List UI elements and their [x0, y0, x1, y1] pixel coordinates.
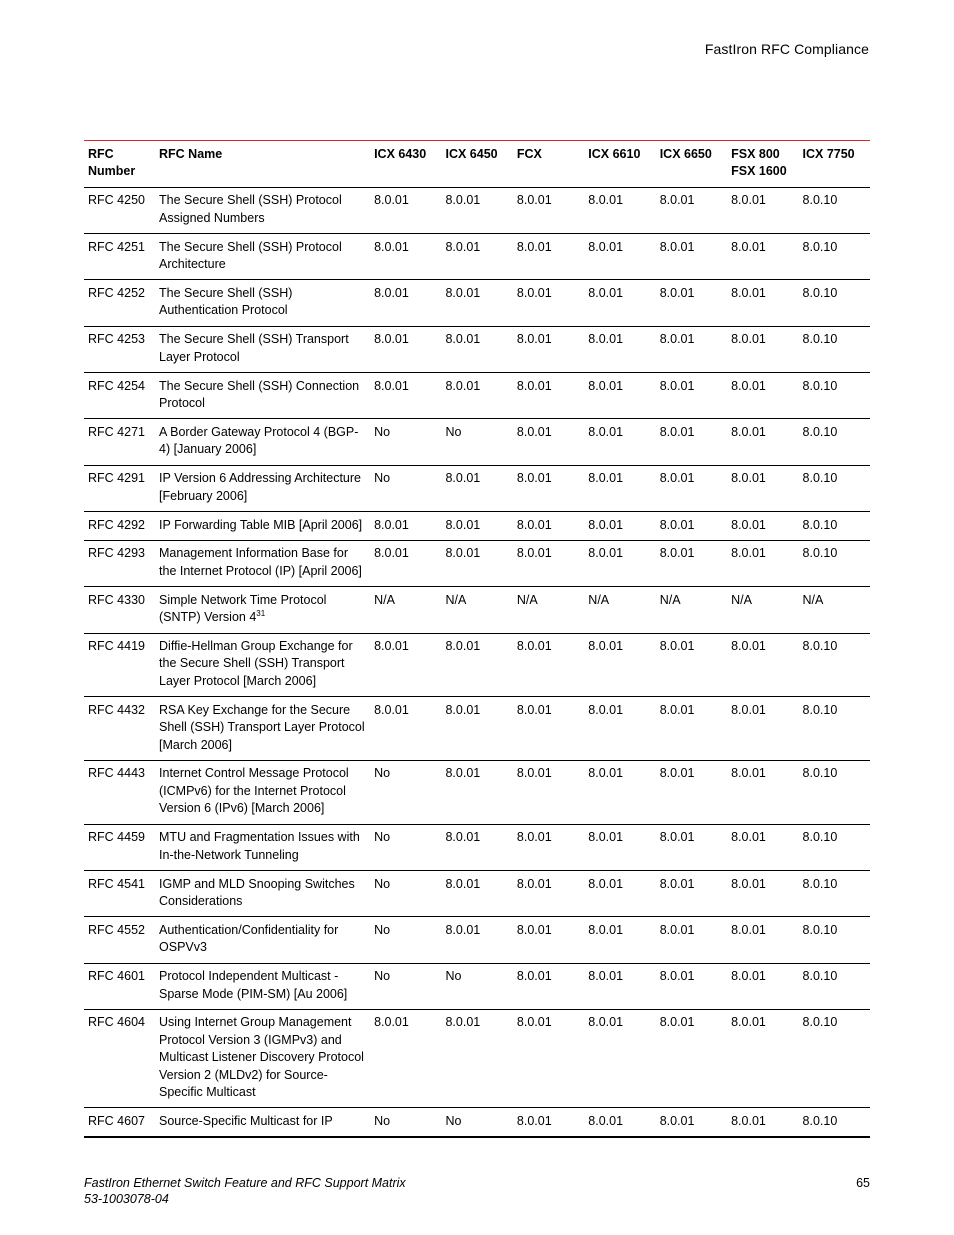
support-value-cell: 8.0.01	[656, 187, 727, 233]
support-value-cell: 8.0.01	[370, 540, 441, 586]
support-value-cell: 8.0.10	[799, 540, 870, 586]
rfc-number-cell: RFC 4459	[84, 824, 155, 870]
support-value-cell: 8.0.01	[656, 540, 727, 586]
rfc-number-cell: RFC 4253	[84, 326, 155, 372]
rfc-compliance-table	[84, 140, 870, 1138]
support-value-cell: 8.0.01	[370, 280, 441, 326]
rfc-name-cell	[155, 917, 370, 963]
support-value-cell: 8.0.01	[441, 465, 512, 511]
support-value-cell: 8.0.10	[799, 326, 870, 372]
rfc-number-cell: RFC 4607	[84, 1108, 155, 1137]
support-value-cell: No	[370, 917, 441, 963]
col-header-icx6430: ICX 6430	[370, 141, 441, 188]
support-value-cell: 8.0.01	[513, 326, 584, 372]
support-value-cell: No	[370, 465, 441, 511]
support-value-cell: No	[441, 1108, 512, 1137]
support-value-cell: 8.0.01	[656, 419, 727, 465]
support-value-cell: 8.0.01	[441, 280, 512, 326]
table-row	[84, 234, 870, 280]
support-value-cell: 8.0.10	[799, 465, 870, 511]
support-value-cell: N/A	[584, 587, 655, 633]
rfc-name-cell	[155, 187, 370, 233]
support-value-cell: 8.0.10	[799, 1108, 870, 1137]
support-value-cell: 8.0.01	[727, 465, 798, 511]
col-header-fsx: FSX 800 FSX 1600	[727, 141, 798, 188]
support-value-cell: 8.0.01	[513, 187, 584, 233]
support-value-cell: 8.0.01	[584, 963, 655, 1009]
table-row	[84, 760, 870, 824]
support-value-cell: 8.0.10	[799, 824, 870, 870]
support-value-cell: No	[370, 760, 441, 824]
support-value-cell: 8.0.01	[727, 917, 798, 963]
rfc-name-cell	[155, 1108, 370, 1137]
table-row	[84, 697, 870, 761]
support-value-cell: 8.0.01	[441, 373, 512, 419]
rfc-number-cell: RFC 4250	[84, 187, 155, 233]
table-body	[84, 187, 870, 1137]
support-value-cell: 8.0.01	[727, 871, 798, 917]
support-value-cell: 8.0.01	[513, 1108, 584, 1137]
support-value-cell: 8.0.10	[799, 633, 870, 697]
support-value-cell: 8.0.01	[584, 633, 655, 697]
rfc-number-cell: RFC 4292	[84, 512, 155, 541]
rfc-name-text: Protocol Independent Multicast - Sparse Mode (PIM-SM) [Au 2006]	[159, 969, 348, 1001]
support-value-cell: 8.0.10	[799, 1009, 870, 1108]
table-row	[84, 1108, 870, 1137]
table-row	[84, 280, 870, 326]
rfc-name-cell	[155, 512, 370, 541]
rfc-name-text: Management Information Base for the Internet Protocol (IP) [April 2006]	[159, 546, 362, 578]
support-value-cell: 8.0.01	[584, 697, 655, 761]
support-value-cell: 8.0.10	[799, 760, 870, 824]
support-value-cell: 8.0.01	[441, 326, 512, 372]
support-value-cell: 8.0.01	[441, 760, 512, 824]
support-value-cell: 8.0.01	[727, 326, 798, 372]
support-value-cell: 8.0.01	[656, 760, 727, 824]
rfc-number-cell: RFC 4552	[84, 917, 155, 963]
support-value-cell: 8.0.01	[513, 540, 584, 586]
table-row	[84, 963, 870, 1009]
table-row	[84, 326, 870, 372]
support-value-cell: 8.0.01	[370, 1009, 441, 1108]
rfc-number-cell: RFC 4252	[84, 280, 155, 326]
rfc-name-text: Simple Network Time Protocol (SNTP) Version 4	[159, 592, 327, 625]
support-value-cell: 8.0.01	[727, 760, 798, 824]
rfc-name-text: Authentication/Confidentiality for OSPVv3	[159, 922, 339, 955]
support-value-cell: 8.0.01	[513, 373, 584, 419]
rfc-name-cell	[155, 587, 370, 633]
support-value-cell: 8.0.01	[584, 1009, 655, 1108]
support-value-cell: 8.0.01	[441, 917, 512, 963]
table-row	[84, 633, 870, 697]
rfc-name-cell	[155, 419, 370, 465]
support-value-cell: 8.0.01	[584, 512, 655, 541]
support-value-cell: 8.0.01	[441, 1009, 512, 1108]
support-value-cell: 8.0.01	[727, 512, 798, 541]
rfc-name-cell	[155, 697, 370, 761]
support-value-cell: 8.0.01	[584, 824, 655, 870]
rfc-name-text: The Secure Shell (SSH) Protocol Assigned Numbers	[159, 193, 342, 225]
table-row	[84, 419, 870, 465]
table-row	[84, 917, 870, 963]
support-value-cell: 8.0.01	[370, 512, 441, 541]
page-number: 65	[856, 1176, 870, 1190]
rfc-name-text: Using Internet Group Management Protocol Version 3 (IGMPv3) and Multicast Listener Discovery Protocol Version 2 (MLDv2) for Source-Specific Multicast	[159, 1015, 364, 1100]
rfc-name-text: IGMP and MLD Snooping Switches Considerations	[159, 876, 355, 908]
support-value-cell: 8.0.01	[441, 697, 512, 761]
footer-doc-title: FastIron Ethernet Switch Feature and RFC Support Matrix	[84, 1176, 406, 1190]
support-value-cell: 8.0.01	[656, 373, 727, 419]
support-value-cell: 8.0.01	[370, 326, 441, 372]
support-value-cell: N/A	[441, 587, 512, 633]
support-value-cell: No	[370, 963, 441, 1009]
rfc-name-text: The Secure Shell (SSH) Authentication Protocol	[159, 285, 293, 318]
col-header-rfc-name: RFC Name	[155, 141, 370, 188]
table-row	[84, 824, 870, 870]
support-value-cell: 8.0.10	[799, 373, 870, 419]
support-value-cell: 8.0.01	[370, 187, 441, 233]
footnote-marker: 31	[256, 609, 266, 619]
col-header-icx6650: ICX 6650	[656, 141, 727, 188]
rfc-number-cell: RFC 4293	[84, 540, 155, 586]
support-value-cell: 8.0.01	[727, 697, 798, 761]
table-row	[84, 512, 870, 541]
support-value-cell: N/A	[799, 587, 870, 633]
support-value-cell: 8.0.01	[656, 824, 727, 870]
rfc-number-cell: RFC 4601	[84, 963, 155, 1009]
support-value-cell: 8.0.01	[584, 465, 655, 511]
support-value-cell: No	[370, 824, 441, 870]
support-value-cell: 8.0.01	[513, 280, 584, 326]
rfc-name-cell	[155, 760, 370, 824]
support-value-cell: 8.0.01	[441, 824, 512, 870]
support-value-cell: 8.0.01	[513, 512, 584, 541]
support-value-cell: 8.0.10	[799, 187, 870, 233]
col-header-icx6610: ICX 6610	[584, 141, 655, 188]
support-value-cell: 8.0.01	[727, 963, 798, 1009]
col-header-fcx: FCX	[513, 141, 584, 188]
support-value-cell: 8.0.01	[513, 465, 584, 511]
support-value-cell: N/A	[727, 587, 798, 633]
rfc-name-text: IP Version 6 Addressing Architecture [February 2006]	[159, 471, 361, 503]
support-value-cell: 8.0.01	[441, 512, 512, 541]
rfc-name-cell	[155, 871, 370, 917]
support-value-cell: 8.0.01	[513, 760, 584, 824]
support-value-cell: 8.0.01	[584, 1108, 655, 1137]
support-value-cell: 8.0.01	[727, 633, 798, 697]
rfc-number-cell: RFC 4443	[84, 760, 155, 824]
support-value-cell: 8.0.01	[727, 1108, 798, 1137]
section-title: FastIron RFC Compliance	[704, 41, 869, 57]
support-value-cell: 8.0.01	[656, 697, 727, 761]
support-value-cell: 8.0.10	[799, 512, 870, 541]
rfc-number-cell: RFC 4254	[84, 373, 155, 419]
support-value-cell: 8.0.01	[441, 871, 512, 917]
support-value-cell: 8.0.01	[441, 633, 512, 697]
support-value-cell: 8.0.01	[513, 419, 584, 465]
support-value-cell: 8.0.01	[584, 540, 655, 586]
support-value-cell: 8.0.01	[584, 280, 655, 326]
rfc-number-cell: RFC 4291	[84, 465, 155, 511]
support-value-cell: 8.0.01	[584, 419, 655, 465]
support-value-cell: 8.0.01	[513, 234, 584, 280]
rfc-number-cell: RFC 4432	[84, 697, 155, 761]
support-value-cell: 8.0.01	[656, 963, 727, 1009]
rfc-name-text: Source-Specific Multicast for IP	[159, 1113, 333, 1128]
support-value-cell: 8.0.01	[656, 280, 727, 326]
rfc-name-text: The Secure Shell (SSH) Protocol Architecture	[159, 239, 342, 272]
support-value-cell: 8.0.01	[727, 540, 798, 586]
support-value-cell: 8.0.01	[370, 633, 441, 697]
support-value-cell: 8.0.01	[656, 234, 727, 280]
support-value-cell: No	[441, 963, 512, 1009]
support-value-cell: No	[441, 419, 512, 465]
rfc-name-cell	[155, 326, 370, 372]
support-value-cell: 8.0.01	[370, 697, 441, 761]
col-header-rfc-number: RFC Number	[84, 141, 155, 188]
support-value-cell: 8.0.10	[799, 871, 870, 917]
rfc-number-cell: RFC 4251	[84, 234, 155, 280]
rfc-name-cell	[155, 824, 370, 870]
support-value-cell: 8.0.01	[513, 917, 584, 963]
support-value-cell: 8.0.01	[513, 1009, 584, 1108]
rfc-name-cell	[155, 1009, 370, 1108]
footer-doc-number: 53-1003078-04	[84, 1192, 169, 1206]
support-value-cell: 8.0.10	[799, 419, 870, 465]
rfc-number-cell: RFC 4271	[84, 419, 155, 465]
support-value-cell: 8.0.01	[727, 373, 798, 419]
support-value-cell: 8.0.01	[370, 234, 441, 280]
support-value-cell: 8.0.01	[513, 824, 584, 870]
support-value-cell: 8.0.01	[727, 824, 798, 870]
support-value-cell: 8.0.01	[656, 871, 727, 917]
support-value-cell: 8.0.10	[799, 963, 870, 1009]
support-value-cell: 8.0.10	[799, 697, 870, 761]
support-value-cell: 8.0.01	[727, 187, 798, 233]
col-header-icx7750: ICX 7750	[799, 141, 870, 188]
rfc-name-text: Internet Control Message Protocol (ICMPv6) for the Internet Protocol Version 6 (IPv6) [March 2006]	[159, 766, 349, 816]
table-row	[84, 540, 870, 586]
support-value-cell: 8.0.01	[727, 1009, 798, 1108]
support-value-cell: 8.0.01	[584, 760, 655, 824]
support-value-cell: 8.0.01	[656, 465, 727, 511]
support-value-cell: 8.0.10	[799, 917, 870, 963]
table-row	[84, 465, 870, 511]
support-value-cell: 8.0.01	[441, 540, 512, 586]
support-value-cell: 8.0.01	[656, 1009, 727, 1108]
table-header-row	[84, 141, 870, 188]
support-value-cell: 8.0.01	[370, 373, 441, 419]
support-value-cell: 8.0.01	[513, 697, 584, 761]
rfc-number-cell: RFC 4541	[84, 871, 155, 917]
support-value-cell: 8.0.01	[513, 633, 584, 697]
table-row	[84, 187, 870, 233]
table-row	[84, 871, 870, 917]
rfc-name-cell	[155, 373, 370, 419]
support-value-cell: No	[370, 871, 441, 917]
support-value-cell: 8.0.10	[799, 280, 870, 326]
rfc-name-cell	[155, 963, 370, 1009]
support-value-cell: 8.0.01	[584, 326, 655, 372]
support-value-cell: 8.0.01	[441, 187, 512, 233]
support-value-cell: 8.0.01	[441, 234, 512, 280]
rfc-name-text: IP Forwarding Table MIB [April 2006]	[159, 517, 363, 532]
support-value-cell: 8.0.01	[727, 234, 798, 280]
support-value-cell: 8.0.01	[727, 419, 798, 465]
rfc-name-cell	[155, 234, 370, 280]
support-value-cell: 8.0.01	[656, 512, 727, 541]
support-value-cell: 8.0.01	[656, 1108, 727, 1137]
rfc-name-text: MTU and Fragmentation Issues with In-the-Network Tunneling	[159, 830, 360, 862]
rfc-number-cell: RFC 4419	[84, 633, 155, 697]
rfc-name-cell	[155, 633, 370, 697]
support-value-cell: N/A	[656, 587, 727, 633]
rfc-number-cell: RFC 4330	[84, 587, 155, 633]
support-value-cell: N/A	[513, 587, 584, 633]
table-row	[84, 1009, 870, 1108]
rfc-name-cell	[155, 465, 370, 511]
rfc-name-text: Diffie-Hellman Group Exchange for the Secure Shell (SSH) Transport Layer Protocol [March 2006]	[159, 639, 353, 688]
support-value-cell: 8.0.10	[799, 234, 870, 280]
footer-doc-info	[84, 1175, 406, 1207]
support-value-cell: 8.0.01	[584, 373, 655, 419]
rfc-name-text: The Secure Shell (SSH) Transport Layer Protocol	[159, 332, 349, 364]
support-value-cell: 8.0.01	[513, 871, 584, 917]
support-value-cell: 8.0.01	[656, 633, 727, 697]
rfc-name-text: A Border Gateway Protocol 4 (BGP-4) [January 2006]	[159, 424, 359, 457]
rfc-name-text: The Secure Shell (SSH) Connection Protocol	[159, 378, 360, 410]
support-value-cell: 8.0.01	[584, 917, 655, 963]
support-value-cell: N/A	[370, 587, 441, 633]
support-value-cell: 8.0.01	[584, 871, 655, 917]
support-value-cell: 8.0.01	[584, 234, 655, 280]
table-row	[84, 373, 870, 419]
support-value-cell: 8.0.01	[656, 917, 727, 963]
rfc-number-cell: RFC 4604	[84, 1009, 155, 1108]
rfc-name-text: RSA Key Exchange for the Secure Shell (SSH) Transport Layer Protocol [March 2006]	[159, 702, 365, 752]
support-value-cell: 8.0.01	[727, 280, 798, 326]
support-value-cell: No	[370, 1108, 441, 1137]
support-value-cell: 8.0.01	[513, 963, 584, 1009]
support-value-cell: 8.0.01	[584, 187, 655, 233]
rfc-name-cell	[155, 540, 370, 586]
rfc-name-cell	[155, 280, 370, 326]
support-value-cell: 8.0.01	[656, 326, 727, 372]
table-row	[84, 587, 870, 633]
col-header-icx6450: ICX 6450	[441, 141, 512, 188]
support-value-cell: No	[370, 419, 441, 465]
